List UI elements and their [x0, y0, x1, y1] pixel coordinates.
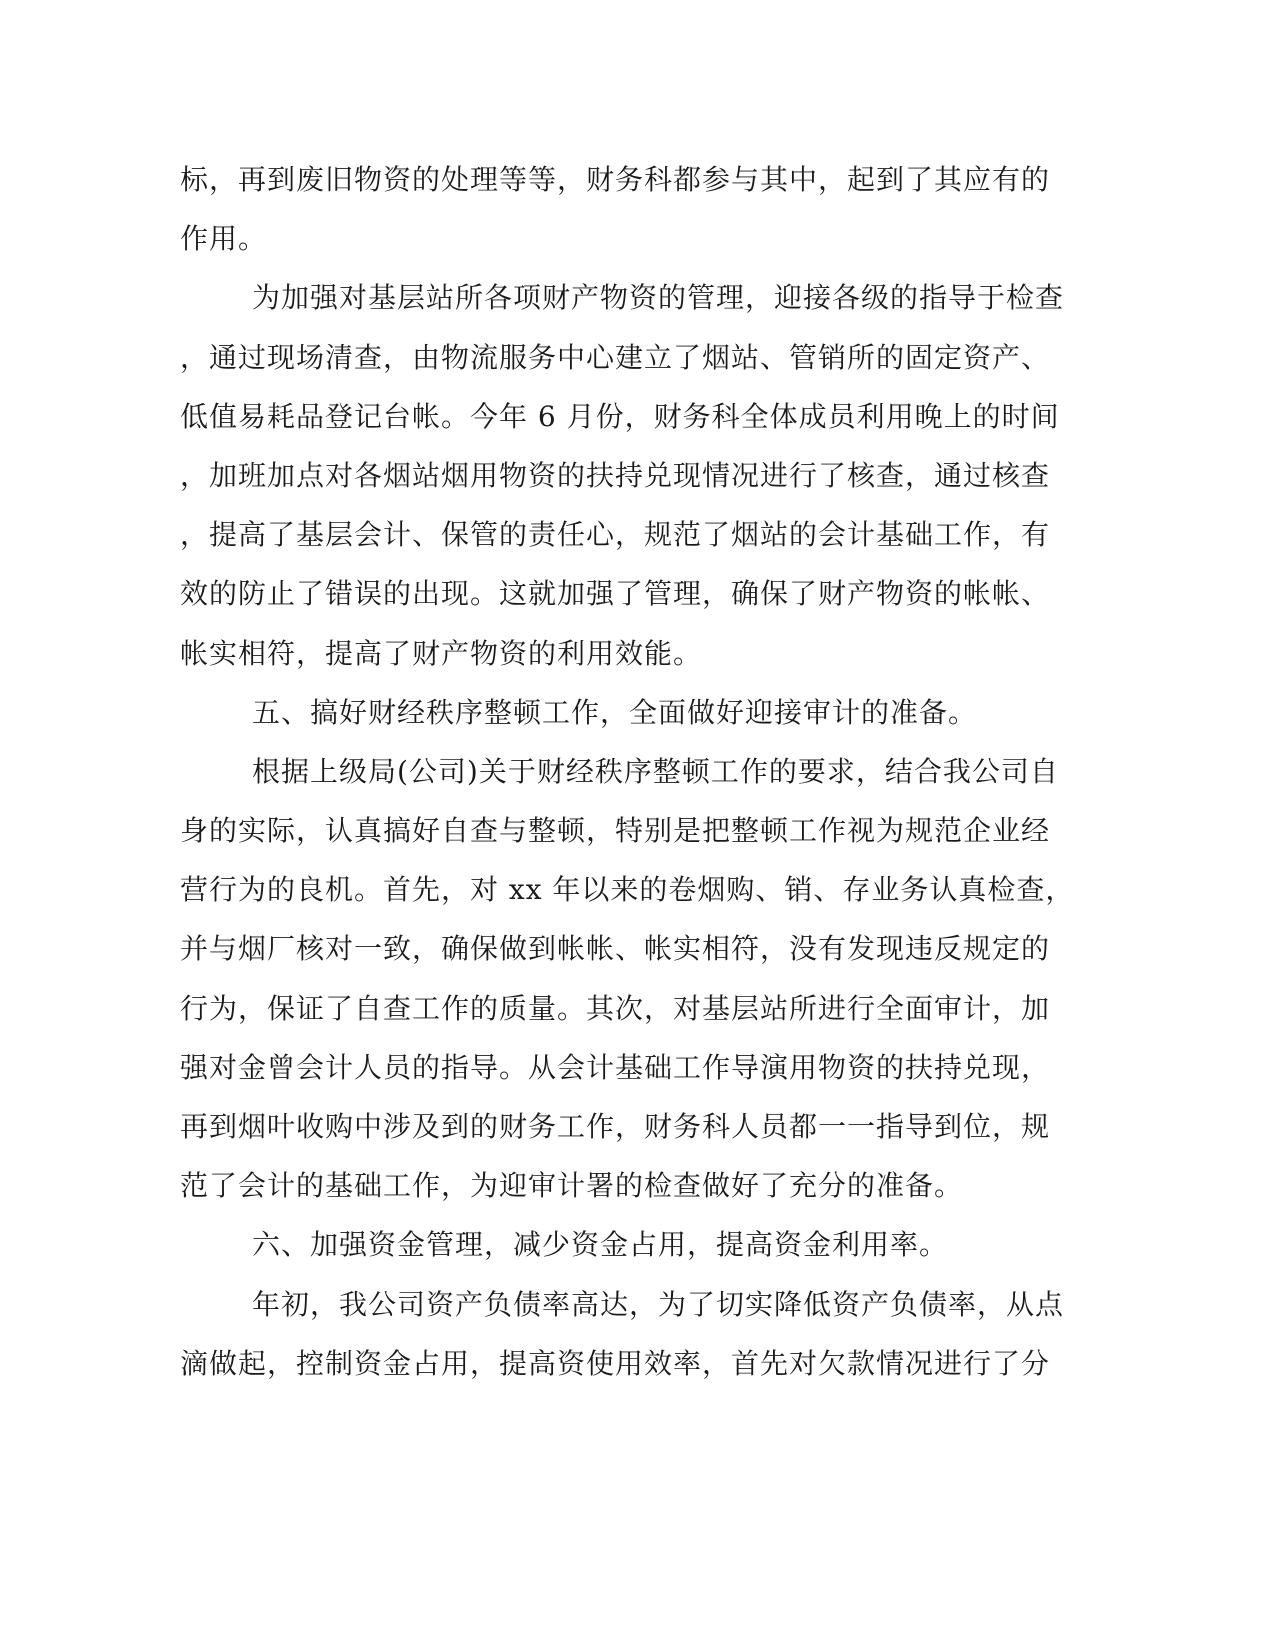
text-line: 身的实际，认真搞好自查与整顿，特别是把整顿工作视为规范企业经 — [180, 814, 1051, 848]
text-line: 效的防止了错误的出现。这就加强了管理，确保了财产物资的帐帐、 — [180, 577, 1051, 611]
text-line: 再到烟叶收购中涉及到的财务工作，财务科人员都一一指导到位，规 — [180, 1110, 1051, 1143]
text-line: 行为，保证了自查工作的质量。其次，对基层站所进行全面审计，加 — [180, 991, 1051, 1025]
section-heading-6: 六、加强资金管理，减少资金占用，提高资金利用率。 — [252, 1228, 949, 1262]
section-heading-5: 五、搞好财经秩序整顿工作，全面做好迎接审计的准备。 — [252, 695, 978, 729]
paragraph-start-line: 为加强对基层站所各项财产物资的管理，迎接各级的指导于检查 — [252, 281, 1065, 315]
text-line: 营行为的良机。首先，对 xx 年以来的卷烟购、销、存业务认真检查， — [180, 873, 1075, 907]
paragraph-start-line: 年初，我公司资产负债率高达，为了切实降低资产负债率，从点 — [252, 1287, 1065, 1321]
text-line: 范了会计的基础工作，为迎审计署的检查做好了充分的准备。 — [180, 1169, 964, 1203]
text-line: 标，再到废旧物资的处理等等，财务科都参与其中，起到了其应有的 — [180, 163, 1051, 196]
text-line: ，加班加点对各烟站烟用物资的扶持兑现情况进行了核查，通过核查 — [180, 458, 1051, 492]
text-line: ，通过现场清查，由物流服务中心建立了烟站、管销所的固定资产、 — [180, 340, 1051, 374]
text-line: 并与烟厂核对一致，确保做到帐帐、帐实相符，没有发现违反规定的 — [180, 932, 1051, 966]
text-line: 帐实相符，提高了财产物资的利用效能。 — [180, 636, 703, 670]
text-line: 低值易耗品登记台帐。今年 6 月份，财务科全体成员利用晚上的时间 — [180, 399, 1060, 433]
body-text — [180, 150, 1075, 1393]
text-line: 滴做起，控制资金占用，提高资使用效率，首先对欠款情况进行了分 — [180, 1346, 1051, 1380]
text-line: 作用。 — [180, 222, 268, 256]
text-line: 强对金曾会计人员的指导。从会计基础工作导演用物资的扶持兑现， — [180, 1050, 1051, 1084]
text-line: ，提高了基层会计、保管的责任心，规范了烟站的会计基础工作，有 — [180, 518, 1051, 552]
paragraph-start-line: 根据上级局(公司)关于财经秩序整顿工作的要求，结合我公司自 — [252, 754, 1059, 788]
